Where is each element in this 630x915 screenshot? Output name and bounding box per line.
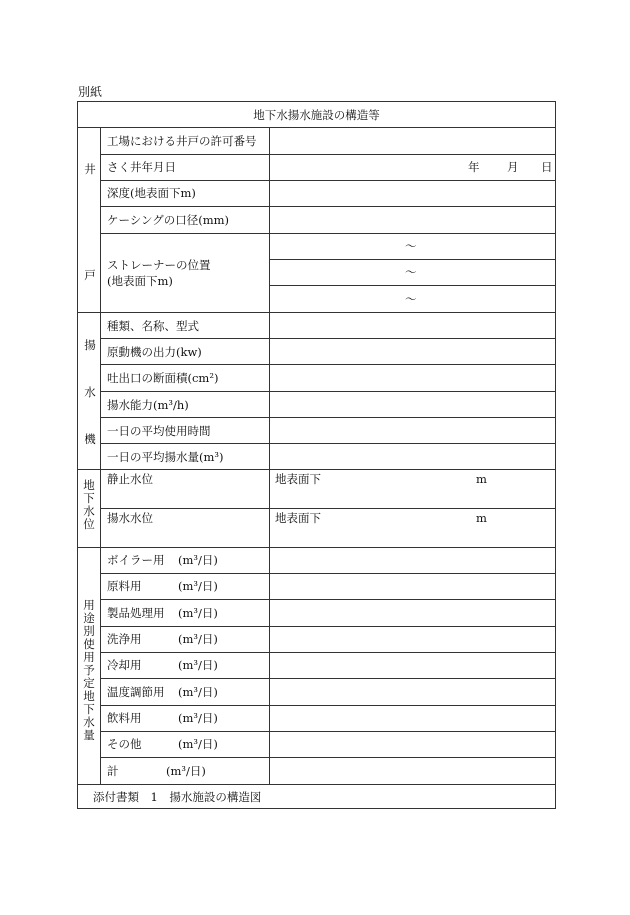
table-line [100, 338, 555, 339]
usage-row-name: 飲料用 [107, 711, 142, 725]
table-line [100, 678, 555, 679]
range-mark: ～ [405, 239, 417, 253]
table-line [78, 784, 555, 785]
table-line [78, 312, 555, 313]
group-label-pump-1: 揚 [84, 338, 96, 352]
table-line [100, 391, 555, 392]
table-line [100, 127, 101, 784]
row-label-pumping-level: 揚水水位 [107, 511, 153, 525]
row-label-type-name-model: 種類、名称、型式 [107, 319, 199, 333]
row-label-drilling-date: さく井年月日 [107, 160, 176, 174]
usage-row-name: 原料用 [107, 579, 142, 593]
usage-row-name: ボイラー用 [107, 553, 165, 567]
usage-row-name: 冷却用 [107, 658, 142, 672]
table-line [100, 233, 555, 234]
table-line [78, 547, 555, 548]
attachments-note: 添付書類 1 揚水施設の構造図 [93, 790, 262, 804]
table-line [100, 731, 555, 732]
static-level-prefix: 地表面下 [275, 472, 321, 486]
row-label-casing-diameter: ケーシングの口径(mm) [107, 213, 230, 227]
table-line [269, 285, 555, 286]
date-month-label: 月 [507, 160, 519, 174]
row-label-motor-output: 原動機の出力(kw) [107, 345, 202, 359]
structure-form-table [77, 101, 556, 809]
usage-row-unit: (m³/日) [178, 737, 218, 751]
row-label-permit-number: 工場における井戸の許可番号 [107, 134, 257, 148]
table-line [100, 573, 555, 574]
table-line [100, 364, 555, 365]
table-line [100, 652, 555, 653]
table-line [100, 599, 555, 600]
table-line [269, 259, 555, 260]
usage-row-name: 温度調節用 [107, 685, 165, 699]
table-line [100, 154, 555, 155]
table-line [100, 443, 555, 444]
usage-row-unit: (m³/日) [166, 764, 206, 778]
row-label-depth: 深度(地表面下m) [107, 186, 196, 200]
table-line [100, 626, 555, 627]
table-line [100, 705, 555, 706]
usage-row-name: その他 [107, 737, 142, 751]
table-line [100, 180, 555, 181]
date-day-label: 日 [541, 160, 553, 174]
group-label-pump-2: 水 [84, 385, 96, 399]
usage-row-unit: (m³/日) [178, 579, 218, 593]
row-label-strainer: ストレーナーの位置 [107, 258, 211, 272]
row-label-outlet-area: 吐出口の断面積(cm²) [107, 371, 219, 385]
group-label-usage: 用途別使用予定地下水量 [83, 598, 95, 742]
table-line [78, 469, 555, 470]
row-label-static-level: 静止水位 [107, 472, 153, 486]
usage-row-unit: (m³/日) [178, 606, 218, 620]
row-label-strainer-unit: (地表面下m) [107, 274, 173, 288]
date-year-label: 年 [468, 160, 480, 174]
usage-row-unit: (m³/日) [178, 658, 218, 672]
table-line [100, 206, 555, 207]
usage-row-name: 洗浄用 [107, 632, 142, 646]
usage-row-unit: (m³/日) [178, 553, 218, 567]
table-line [100, 508, 555, 509]
pumping-level-unit: m [476, 511, 487, 525]
group-label-pump-3: 機 [84, 432, 96, 446]
table-line [100, 417, 555, 418]
usage-row-unit: (m³/日) [178, 711, 218, 725]
row-label-daily-volume: 一日の平均揚水量(m³) [107, 450, 224, 464]
table-line [78, 127, 555, 128]
usage-row-name: 製品処理用 [107, 606, 165, 620]
usage-row-unit: (m³/日) [178, 685, 218, 699]
pumping-level-prefix: 地表面下 [275, 511, 321, 525]
group-label-well-1: 井 [84, 162, 96, 176]
row-label-daily-hours: 一日の平均使用時間 [107, 424, 211, 438]
usage-row-unit: (m³/日) [178, 632, 218, 646]
group-label-water-level: 地下水位 [83, 478, 95, 531]
row-label-pumping-capacity: 揚水能力(m³/h) [107, 398, 189, 412]
usage-row-name: 計 [107, 764, 119, 778]
static-level-unit: m [476, 472, 487, 486]
range-mark: ～ [405, 292, 417, 306]
group-label-well-2: 戸 [84, 268, 96, 282]
form-label: 別紙 [78, 85, 103, 99]
form-title: 地下水揚水施設の構造等 [253, 108, 380, 122]
range-mark: ～ [405, 265, 417, 279]
table-line [100, 757, 555, 758]
table-line [269, 127, 270, 784]
